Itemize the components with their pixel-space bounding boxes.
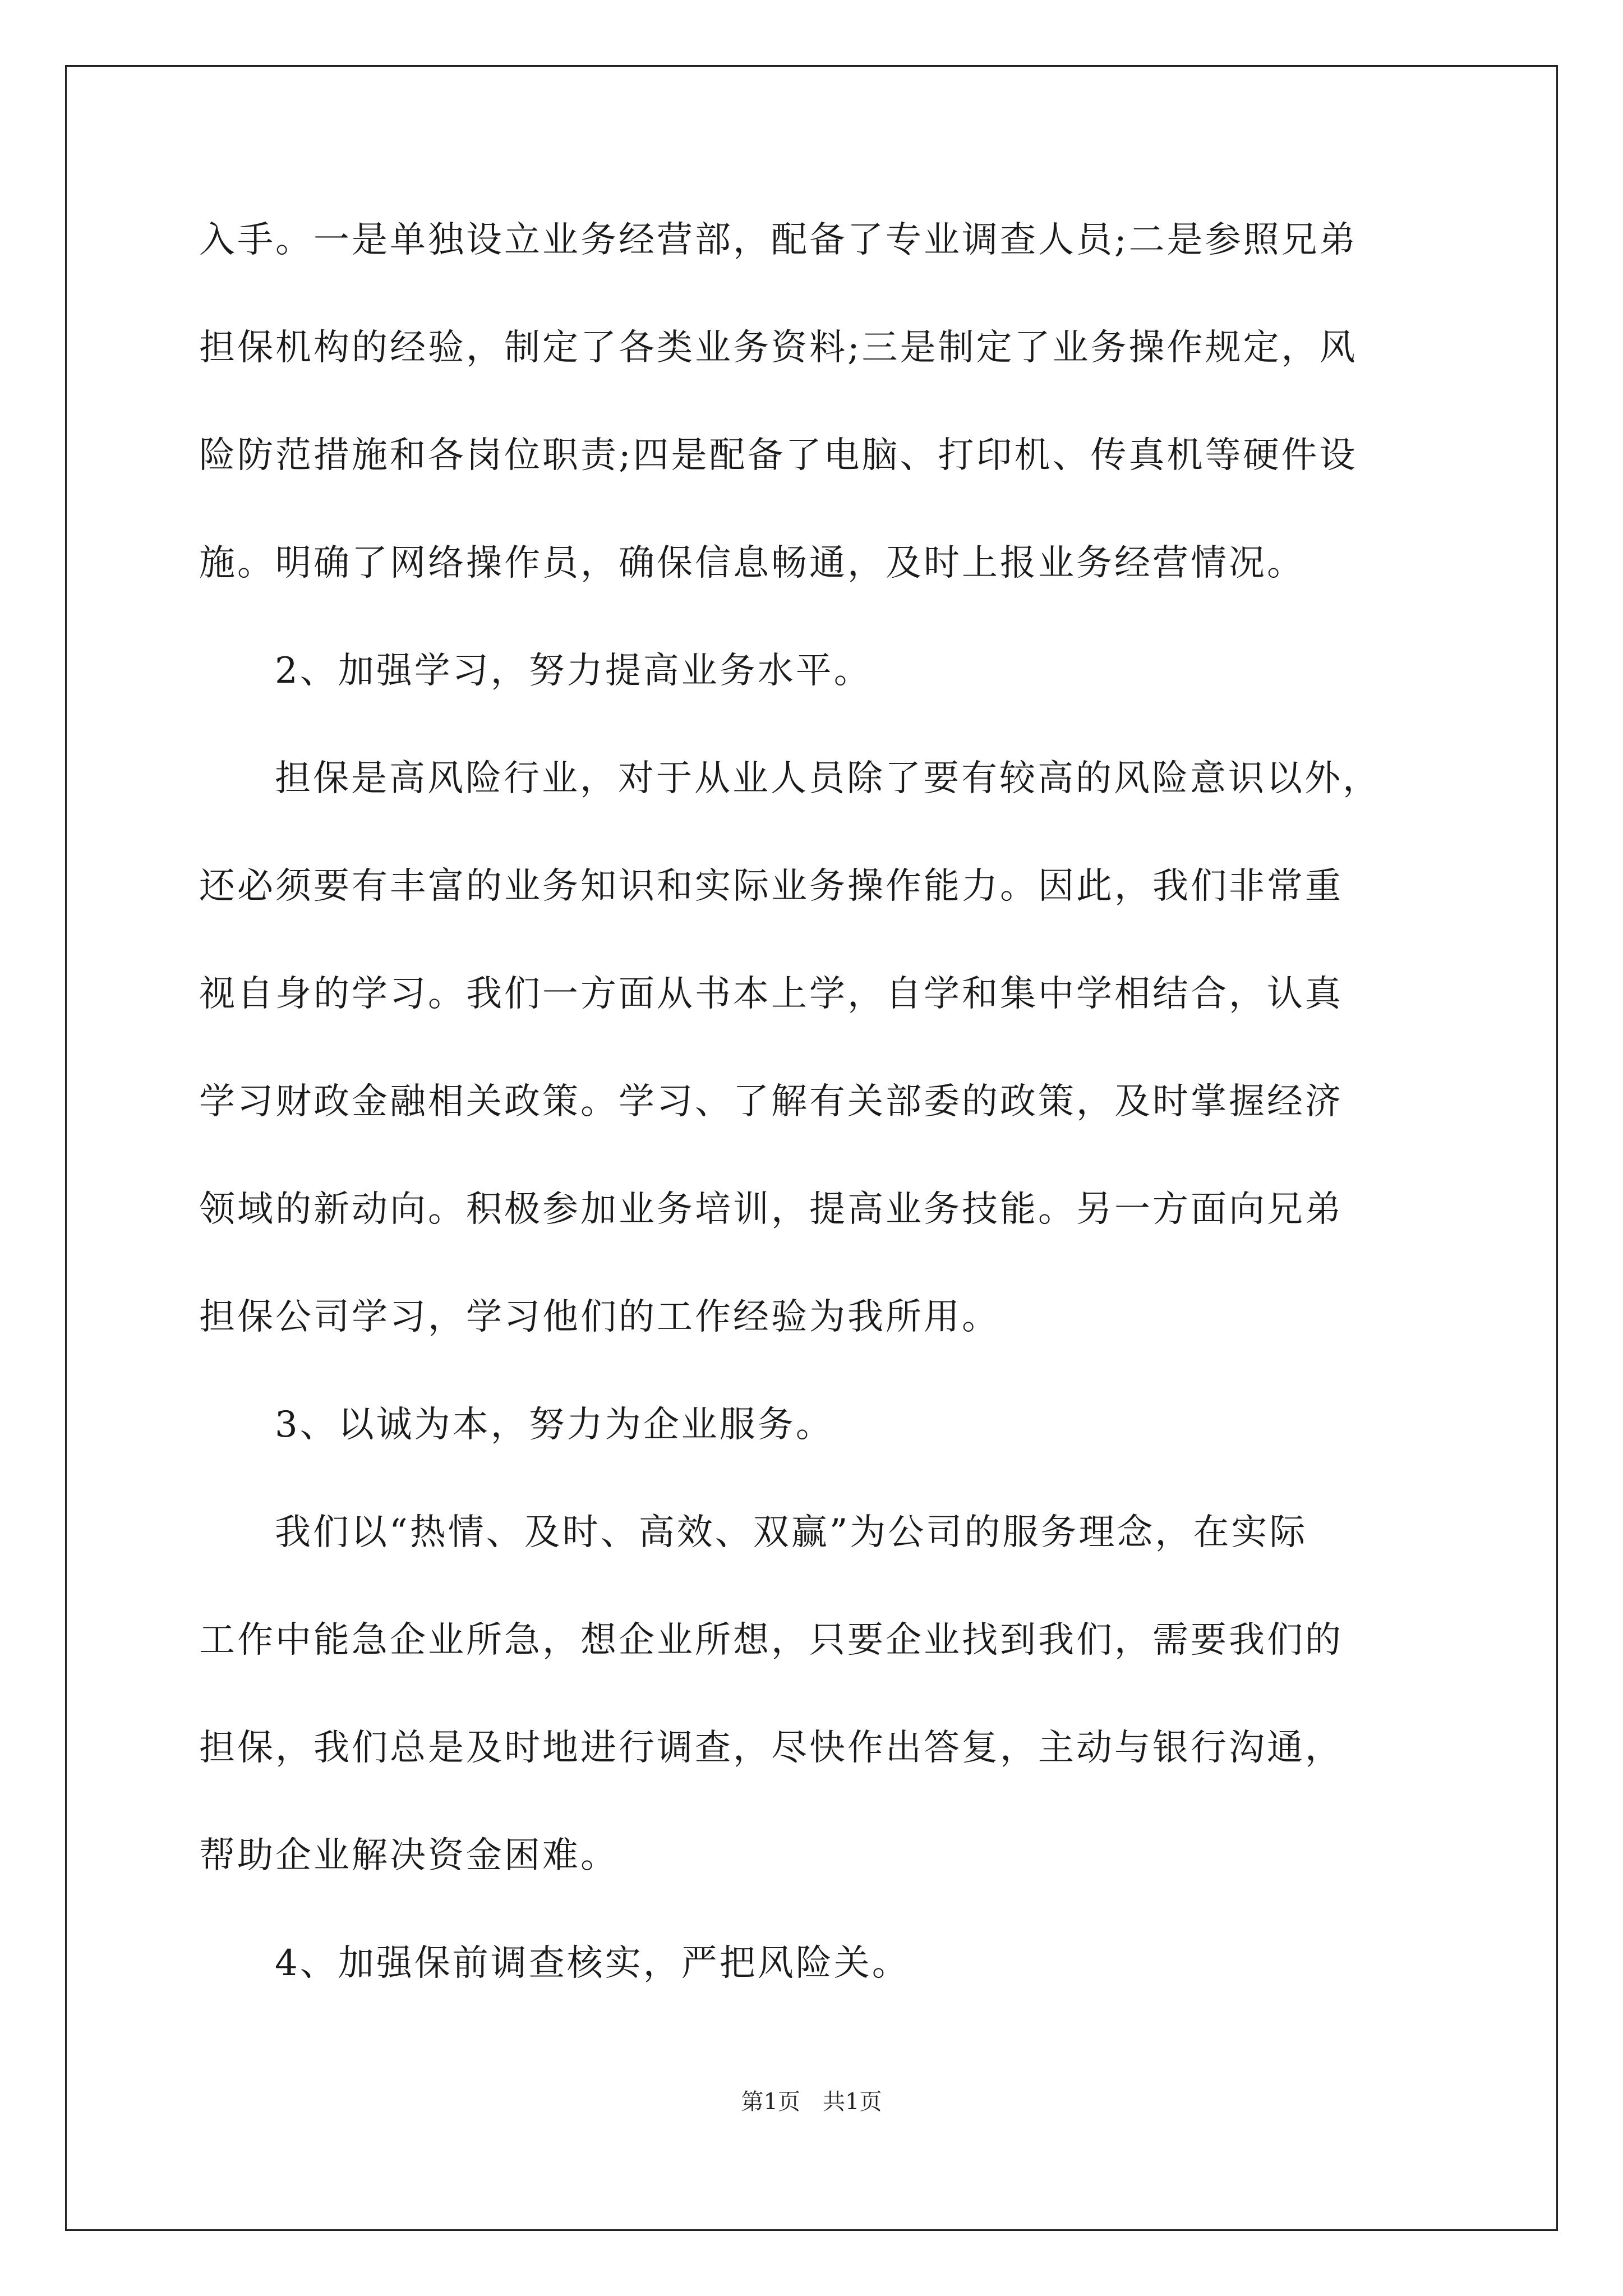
paragraph-line: 担保是高风险行业，对于从业人员除了要有较高的风险意识以外， [275, 758, 1381, 799]
paragraph-line: 帮助企业解决资金困难。 [199, 1835, 619, 1876]
paragraph-line: 入手。一是单独设立业务经营部，配备了专业调查人员;二是参照兄弟 [199, 219, 1358, 261]
paragraph-line: 领域的新动向。积极参加业务培训，提高业务技能。另一方面向兄弟 [199, 1189, 1343, 1230]
paragraph-line: 险防范措施和各岗位职责;四是配备了电脑、打印机、传真机等硬件设 [199, 435, 1358, 476]
section-heading: 3、以诚为本，努力为企业服务。 [275, 1404, 834, 1446]
paragraph-line: 视自身的学习。我们一方面从书本上学，自学和集中学相结合，认真 [199, 973, 1343, 1015]
page-footer: 第1页 共1页 [741, 2089, 882, 2115]
paragraph-line: 施。明确了网络操作员，确保信息畅通，及时上报业务经营情况。 [199, 542, 1305, 584]
paragraph-line: 学习财政金融相关政策。学习、了解有关部委的政策，及时掌握经济 [199, 1081, 1343, 1122]
paragraph-line: 工作中能急企业所急，想企业所想，只要企业找到我们，需要我们的 [199, 1619, 1343, 1661]
section-heading: 4、加强保前调查核实，严把风险关。 [275, 1943, 910, 1984]
section-heading: 2、加强学习，努力提高业务水平。 [275, 650, 872, 692]
paragraph-line: 担保公司学习，学习他们的工作经验为我所用。 [199, 1296, 1000, 1338]
paragraph-line: 担保，我们总是及时地进行调查，尽快作出答复，主动与银行沟通， [199, 1727, 1343, 1769]
paragraph-line: 我们以“热情、及时、高效、双赢”为公司的服务理念，在实际 [275, 1512, 1308, 1553]
paragraph-line: 还必须要有丰富的业务知识和实际业务操作能力。因此，我们非常重 [199, 866, 1343, 907]
paragraph-line: 担保机构的经验，制定了各类业务资料;三是制定了业务操作规定，风 [199, 327, 1358, 369]
page-frame [65, 65, 1558, 2231]
